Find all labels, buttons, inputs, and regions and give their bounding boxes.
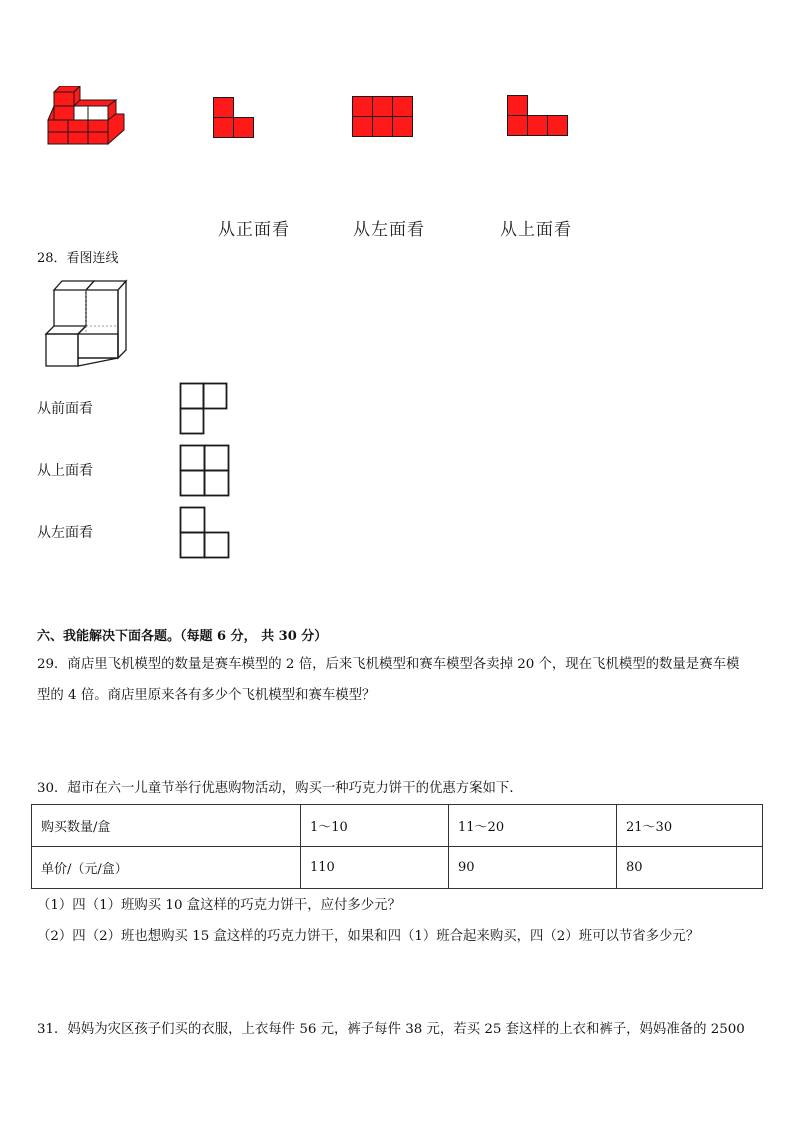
q28-label-front: 从前面看 [37,401,93,417]
table-cell: 21～30 [617,805,763,847]
q31-line-1: 31．妈妈为灾区孩子们买的衣服，上衣每件 56 元，裤子每件 38 元，若买 25 套这样的上衣和裤子，妈妈准备的 2500 [37,1022,745,1037]
table-cell: 11～20 [449,805,617,847]
table-cell: 80 [617,847,763,889]
q30-intro: 30．超市在六一儿童节举行优惠购物活动，购买一种巧克力饼干的优惠方案如下． [37,781,523,796]
table-cell: 110 [301,847,449,889]
q28-label-left: 从左面看 [37,525,93,541]
caption-top-view: 从上面看 [500,220,572,240]
q28-title: 28．看图连线 [37,251,119,266]
q28-view-shape-b [179,444,231,498]
section-6-title: 六、我能解决下面各题。（每题 6 分， 共 30 分） [37,629,328,644]
table-row [32,805,763,847]
cube-drawing-3d [40,278,130,373]
red-front-view-figure [213,97,255,139]
q29-line-1: 29．商店里飞机模型的数量是赛车模型的 2 倍，后来飞机模型和赛车模型各卖掉 20 个，现在飞机模型的数量是赛车模 [37,657,740,672]
caption-front-view: 从正面看 [218,220,290,240]
price-table [31,804,763,889]
table-cell: 单价/（元/盒） [32,847,301,889]
caption-left-view: 从左面看 [353,220,425,240]
q28-view-shape-a [179,382,229,436]
table-cell: 1～10 [301,805,449,847]
red-top-view-figure [507,95,569,137]
red-left-view-figure [352,96,413,138]
q29-line-2: 型的 4 倍。商店里原来各有多少个飞机模型和赛车模型？ [37,688,376,703]
q30-sub-2: （2）四（2）班也想购买 15 盒这样的巧克力饼干，如果和四（1）班合起来购买，四（2）班可以节省多少元？ [37,929,700,944]
q28-view-shape-c [179,506,231,560]
table-cell: 90 [449,847,617,889]
red-cube-stack-3d [44,86,126,146]
table-cell: 购买数量/盒 [32,805,301,847]
table-row [32,847,763,889]
q30-sub-1: （1）四（1）班购买 10 盒这样的巧克力饼干，应付多少元？ [37,898,401,913]
q28-label-top: 从上面看 [37,463,93,479]
